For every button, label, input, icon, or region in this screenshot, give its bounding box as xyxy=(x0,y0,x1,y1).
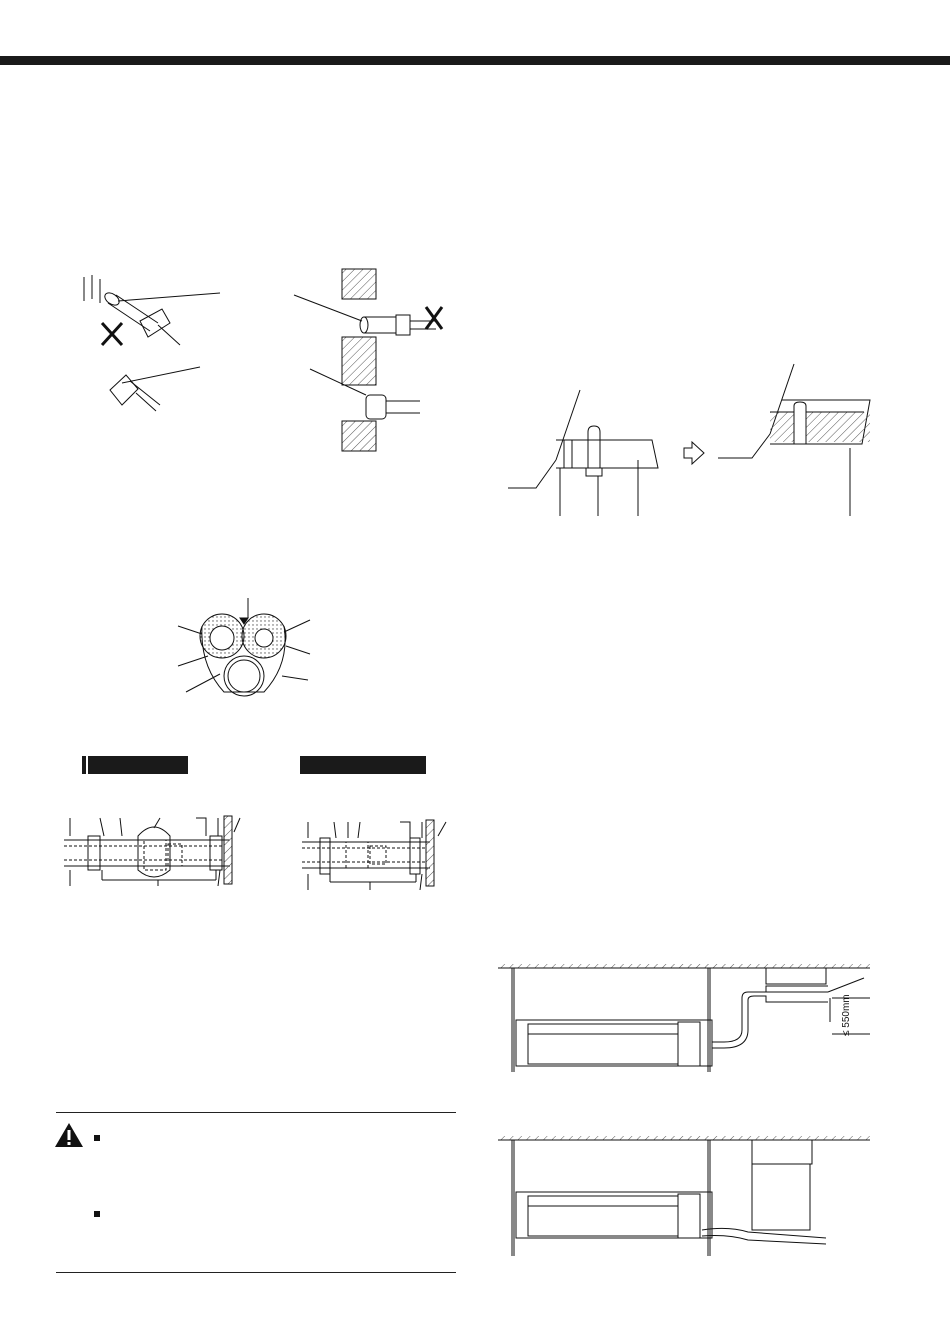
caution-bullet-2 xyxy=(94,1211,100,1217)
wrong-mark-icon xyxy=(426,307,442,329)
figure-flare-pipe-protection xyxy=(70,265,450,465)
pipe-left xyxy=(210,626,234,650)
figure-pipe-clamp-insulation xyxy=(500,360,880,520)
caution-bullet-1 xyxy=(94,1135,100,1141)
warning-triangle-icon xyxy=(54,1122,84,1148)
caution-top-rule xyxy=(56,1112,456,1113)
figure-pipe-joint-left xyxy=(60,814,250,890)
pipe-through-wall-open xyxy=(294,295,436,335)
figure-ceiling-unit-drain-down xyxy=(498,1134,878,1258)
wall-block-bottom xyxy=(342,421,376,451)
riser-dimension-label: ≤ 550mm xyxy=(841,994,852,1036)
figure-pipe-bundle-section xyxy=(172,596,312,701)
header-bar xyxy=(0,56,950,65)
rain-lines xyxy=(84,275,100,303)
section-tab-right xyxy=(300,756,426,774)
wall-block-top xyxy=(342,269,376,299)
section-tab-left xyxy=(82,756,188,774)
drain-pipe xyxy=(224,656,264,696)
wall-block-middle xyxy=(342,337,376,385)
pipe-right xyxy=(255,629,273,647)
figure-ceiling-unit-drain-up xyxy=(498,962,878,1078)
capped-pipe-end xyxy=(110,367,200,411)
open-pipe-end xyxy=(103,290,220,345)
figure-pipe-joint-right xyxy=(300,818,450,894)
caution-bottom-rule xyxy=(56,1272,456,1273)
wrong-mark-icon xyxy=(102,323,122,345)
